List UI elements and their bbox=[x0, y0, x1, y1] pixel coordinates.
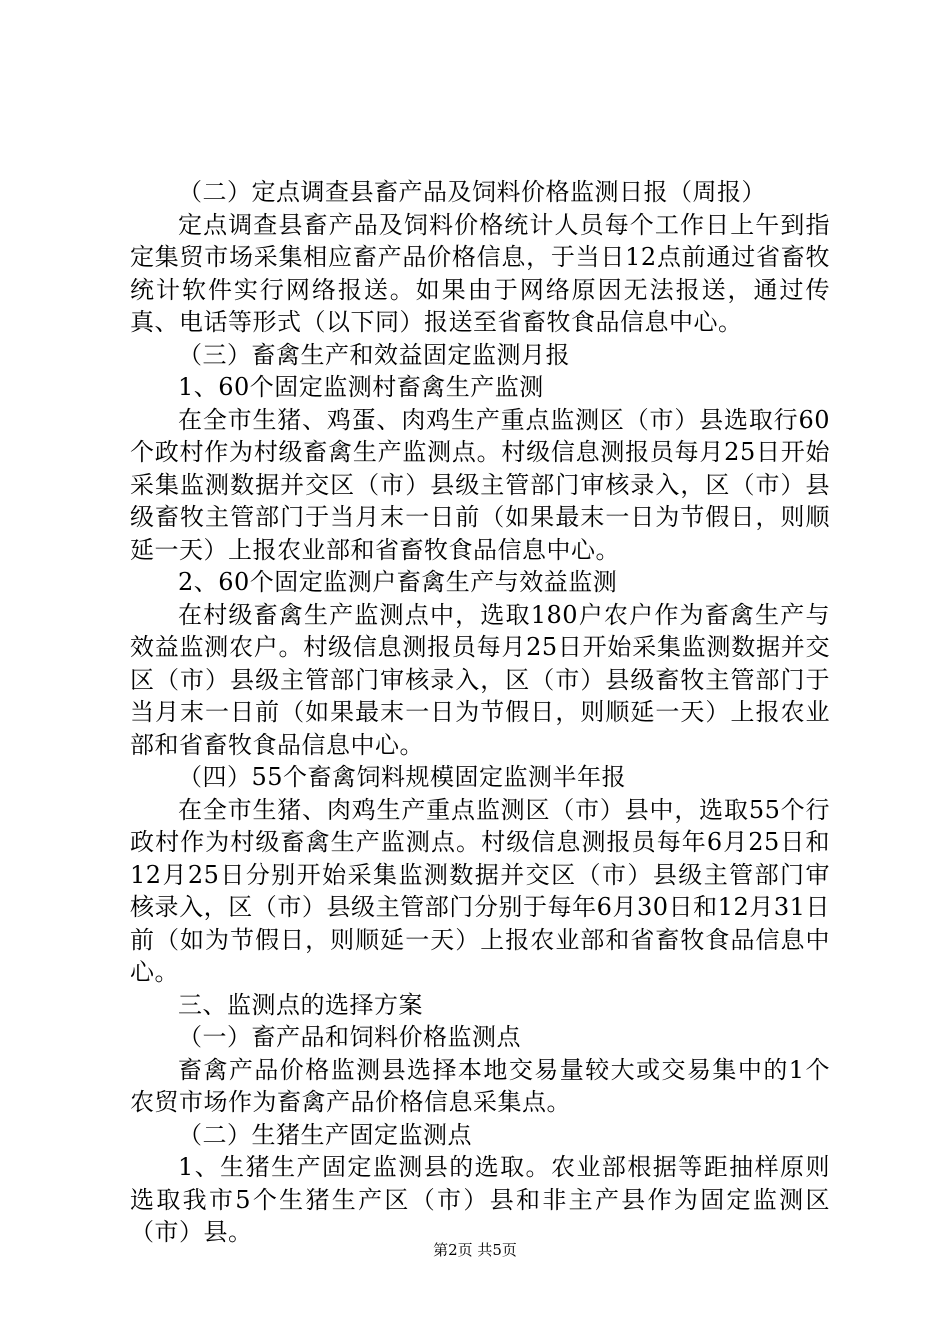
chapter-heading: 三、监测点的选择方案 bbox=[178, 990, 423, 1019]
subsection-heading: 2、60个固定监测户畜禽生产与效益监测 bbox=[178, 568, 618, 596]
section-heading-3: （三）畜禽生产和效益固定监测月报 bbox=[178, 340, 570, 369]
body-paragraph: 畜禽产品价格监测县选择本地交易量较大或交易集中的1个农贸市场作为畜禽产品价格信息采集点。 bbox=[130, 1055, 830, 1116]
section-heading-2: （二）定点调查县畜产品及饲料价格监测日报（周报） bbox=[178, 178, 766, 206]
section-heading: （二）生猪生产固定监测点 bbox=[178, 1120, 472, 1149]
page-number: 第2页 共5页 bbox=[433, 1241, 517, 1259]
subsection-heading: 1、60个固定监测村畜禽生产监测 bbox=[178, 373, 544, 401]
body-paragraph: 在全市生猪、肉鸡生产重点监测区（市）县中，选取55个行政村作为村级畜禽生产监测点。村级信息测报员每年6月25日和12月25日分别开始采集监测数据并交区（市）县级主管部门审核录入，区（市）县级主管部门分别于每年6月30日和12月31日前（如为节假日，则顺延一天）上报农业部和省畜牧食品信息中心。 bbox=[130, 795, 830, 986]
section-heading-4: （四）55个畜禽饲料规模固定监测半年报 bbox=[178, 763, 627, 791]
body-paragraph: 1、生猪生产固定监测县的选取。农业部根据等距抽样原则选取我市5个生猪生产区（市）县和非主产县作为固定监测区（市）县。 bbox=[130, 1153, 830, 1246]
section-heading: （一）畜产品和饲料价格监测点 bbox=[178, 1023, 521, 1051]
body-paragraph: 在全市生猪、鸡蛋、肉鸡生产重点监测区（市）县选取行60个政村作为村级畜禽生产监测点。村级信息测报员每月25日开始采集监测数据并交区（市）县级主管部门审核录入，区（市）县级畜牧主管部门于当月末一日前（如果最末一日为节假日，则顺延一天）上报农业部和省畜牧食品信息中心。 bbox=[130, 405, 830, 564]
body-paragraph: 定点调查县畜产品及饲料价格统计人员每个工作日上午到指定集贸市场采集相应畜产品价格信息，于当日12点前通过省畜牧统计软件实行网络报送。如果由于网络原因无法报送，通过传真、电话等形式（以下同）报送至省畜牧食品信息中心。 bbox=[130, 210, 830, 336]
document-body bbox=[130, 176, 830, 1249]
body-paragraph: 在村级畜禽生产监测点中，选取180户农户作为畜禽生产与效益监测农户。村级信息测报员每月25日开始采集监测数据并交区（市）县级主管部门审核录入，区（市）县级畜牧主管部门于当月末一日前（如果最末一日为节假日，则顺延一天）上报农业部和省畜牧食品信息中心。 bbox=[130, 600, 830, 759]
